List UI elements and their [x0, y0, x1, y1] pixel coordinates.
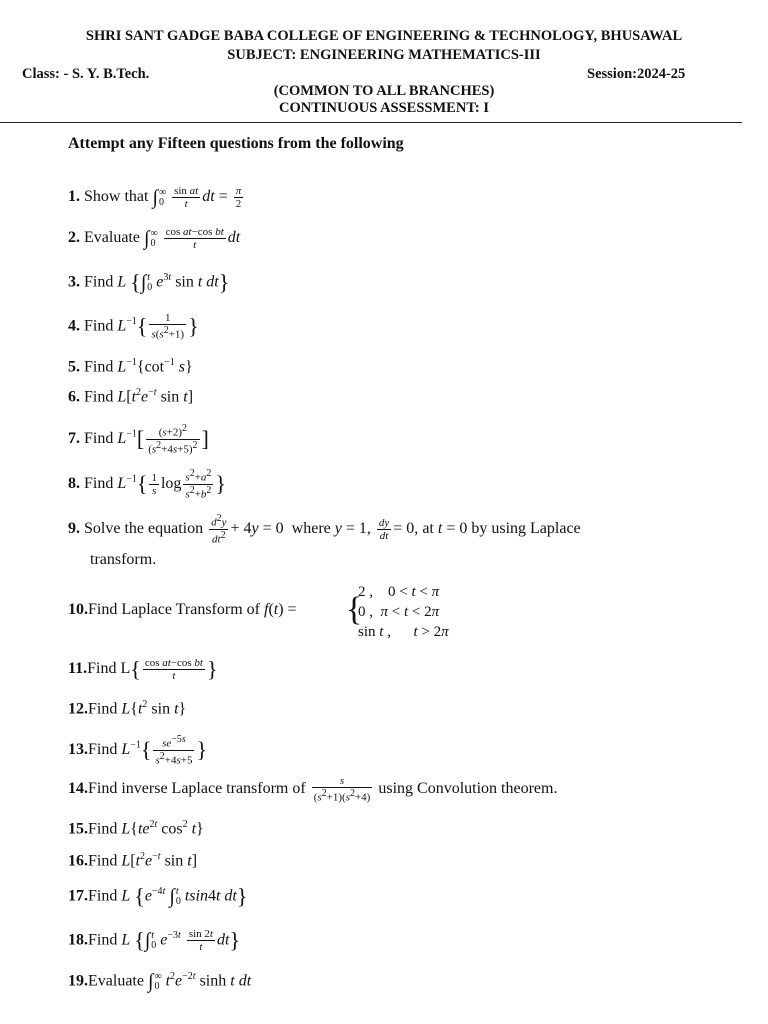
question-lead: Find [88, 887, 118, 905]
assessment-title: CONTINUOUS ASSESSMENT: I [278, 100, 490, 116]
question-number: 2. [68, 229, 80, 247]
question-14: 14.Find inverse Laplace transform of $\frac{s}{(s^2+1)(s^2+4)}$ using Convolution theorem. [68, 775, 558, 804]
question-9-continuation: transform. [90, 551, 157, 568]
question-number: 16. [68, 852, 88, 870]
question-11: 11.Find L{ $\frac{\text{cos at−cos bt}}{t}$ } [68, 656, 218, 682]
question-number: 17. [68, 887, 88, 905]
question-lead: Find [88, 820, 118, 838]
where-word: where [291, 519, 331, 537]
question-7: 7. Find $L^{-1}$[ $\frac{(s+2)^2}{(s^2+4s+5)^2}$ ] [68, 423, 209, 456]
question-number: 8. [68, 474, 80, 492]
question-1: 1. Show that ∫ ∞ 0 $\frac{\text{sin at}}{t}$ dt = $\frac{\pi}{2}$ [68, 185, 242, 210]
question-lead: Find [84, 317, 114, 335]
instruction: Attempt any Fifteen questions from the following [68, 135, 404, 152]
question-6: 6. Find $L[t^2e^{-t}$ sin t] [68, 387, 194, 406]
question-5: 5. Find $L^{-1}\{\cot^{-1}$ s} [68, 357, 193, 376]
question-2: 2. Evaluate ∫ ∞ 0 $\frac{\text{cos at−cos bt}}{t}$ dt [68, 226, 241, 251]
question-number: 11. [68, 660, 88, 678]
piecewise-brace: { [346, 591, 363, 628]
question-13: 13.Find $L^{-1}${ $\frac{se^{-5s}}{s^2+4s+5}$ } [68, 734, 208, 767]
question-19: 19.Evaluate ∫ ∞ 0 $t^2e^{-2t}$ sinh t dt [68, 970, 252, 993]
question-lead: Find [84, 273, 114, 291]
question-9: 9. Solve the equation $\frac{d^2y}{dt^2}$ + 4y = 0 where y = 1, $\frac{dy}{dt}$ = 0, at t = 0 by using Laplace [68, 513, 581, 546]
question-lead: Solve the equation [84, 519, 204, 537]
question-lead: Show that [84, 188, 149, 206]
question-lead: Find [84, 474, 114, 492]
question-lead: Find [88, 740, 118, 758]
question-4: 4. Find $L^{-1}${ $\frac{1}{s(s^2+1)}$ } [68, 312, 199, 341]
question-lead: Find [88, 931, 118, 949]
question-lead: Find [84, 388, 114, 406]
question-number: 14. [68, 780, 88, 797]
question-lead: Find [88, 700, 118, 718]
question-lead: Find [84, 358, 114, 376]
question-number: 1. [68, 188, 80, 206]
question-10: 10.Find Laplace Transform of f(t) = [68, 601, 297, 618]
college-name: SHRI SANT GADGE BABA COLLEGE OF ENGINEERING & TECHNOLOGY, BHUSAWAL [85, 28, 683, 44]
question-lead: Find [84, 429, 114, 447]
question-number: 9. [68, 519, 80, 537]
question-number: 15. [68, 820, 88, 838]
question-number: 5. [68, 358, 80, 376]
question-lead: Find inverse Laplace transform of [88, 780, 306, 797]
using-convolution-text: using Convolution theorem. [378, 780, 558, 797]
question-15: 15.Find $L\{te^{2t}$ $\cos^2 t$} [68, 819, 204, 838]
question-number: 4. [68, 317, 80, 335]
question-number: 19. [68, 972, 88, 990]
piecewise-cases: 2 , 0 < t < π 0 , π < t < 2π sin t , t > 2π [358, 584, 449, 640]
question-lead: Find [87, 660, 117, 678]
common-note: (COMMON TO ALL BRANCHES) [273, 83, 495, 99]
question-3: 3. Find L {∫ t 0 $e^{3t}$ sin t dt} [68, 269, 230, 295]
question-number: 13. [68, 740, 88, 758]
question-lead: Find [88, 852, 118, 870]
question-number: 18. [68, 931, 88, 949]
question-12: 12.Find $L\{t^2$ sin t} [68, 699, 187, 718]
class-label: Class: - S. Y. B.Tech. [22, 66, 150, 82]
header-divider [0, 122, 742, 123]
by-laplace-text: by using Laplace [471, 519, 581, 537]
question-lead: Find Laplace Transform of [88, 601, 260, 618]
at-word: at [422, 519, 434, 537]
question-number: 3. [68, 273, 80, 291]
question-number: 12. [68, 700, 88, 718]
question-number: 7. [68, 429, 80, 447]
question-16: 16.Find $L[t^2e^{-t}$ sin t] [68, 851, 198, 870]
question-17: 17.Find L {$e^{-4t}$ ∫ t 0 tsin4t dt} [68, 883, 248, 909]
question-number: 6. [68, 388, 80, 406]
question-18: 18.Find L {∫ t 0 $e^{-3t}$ $\frac{\sin 2t}{t}$ dt} [68, 927, 240, 954]
question-8: 8. Find $L^{-1}${ $\frac{1}{s}$ log $\frac{s^2+a^2}{s^2+b^2}$ } [68, 468, 226, 501]
question-number: 10. [68, 601, 88, 618]
session-label: Session:2024-25 [587, 66, 686, 82]
subject-title: SUBJECT: ENGINEERING MATHEMATICS-III [227, 47, 541, 63]
question-lead: Evaluate [84, 229, 140, 247]
question-lead: Evaluate [88, 972, 144, 990]
